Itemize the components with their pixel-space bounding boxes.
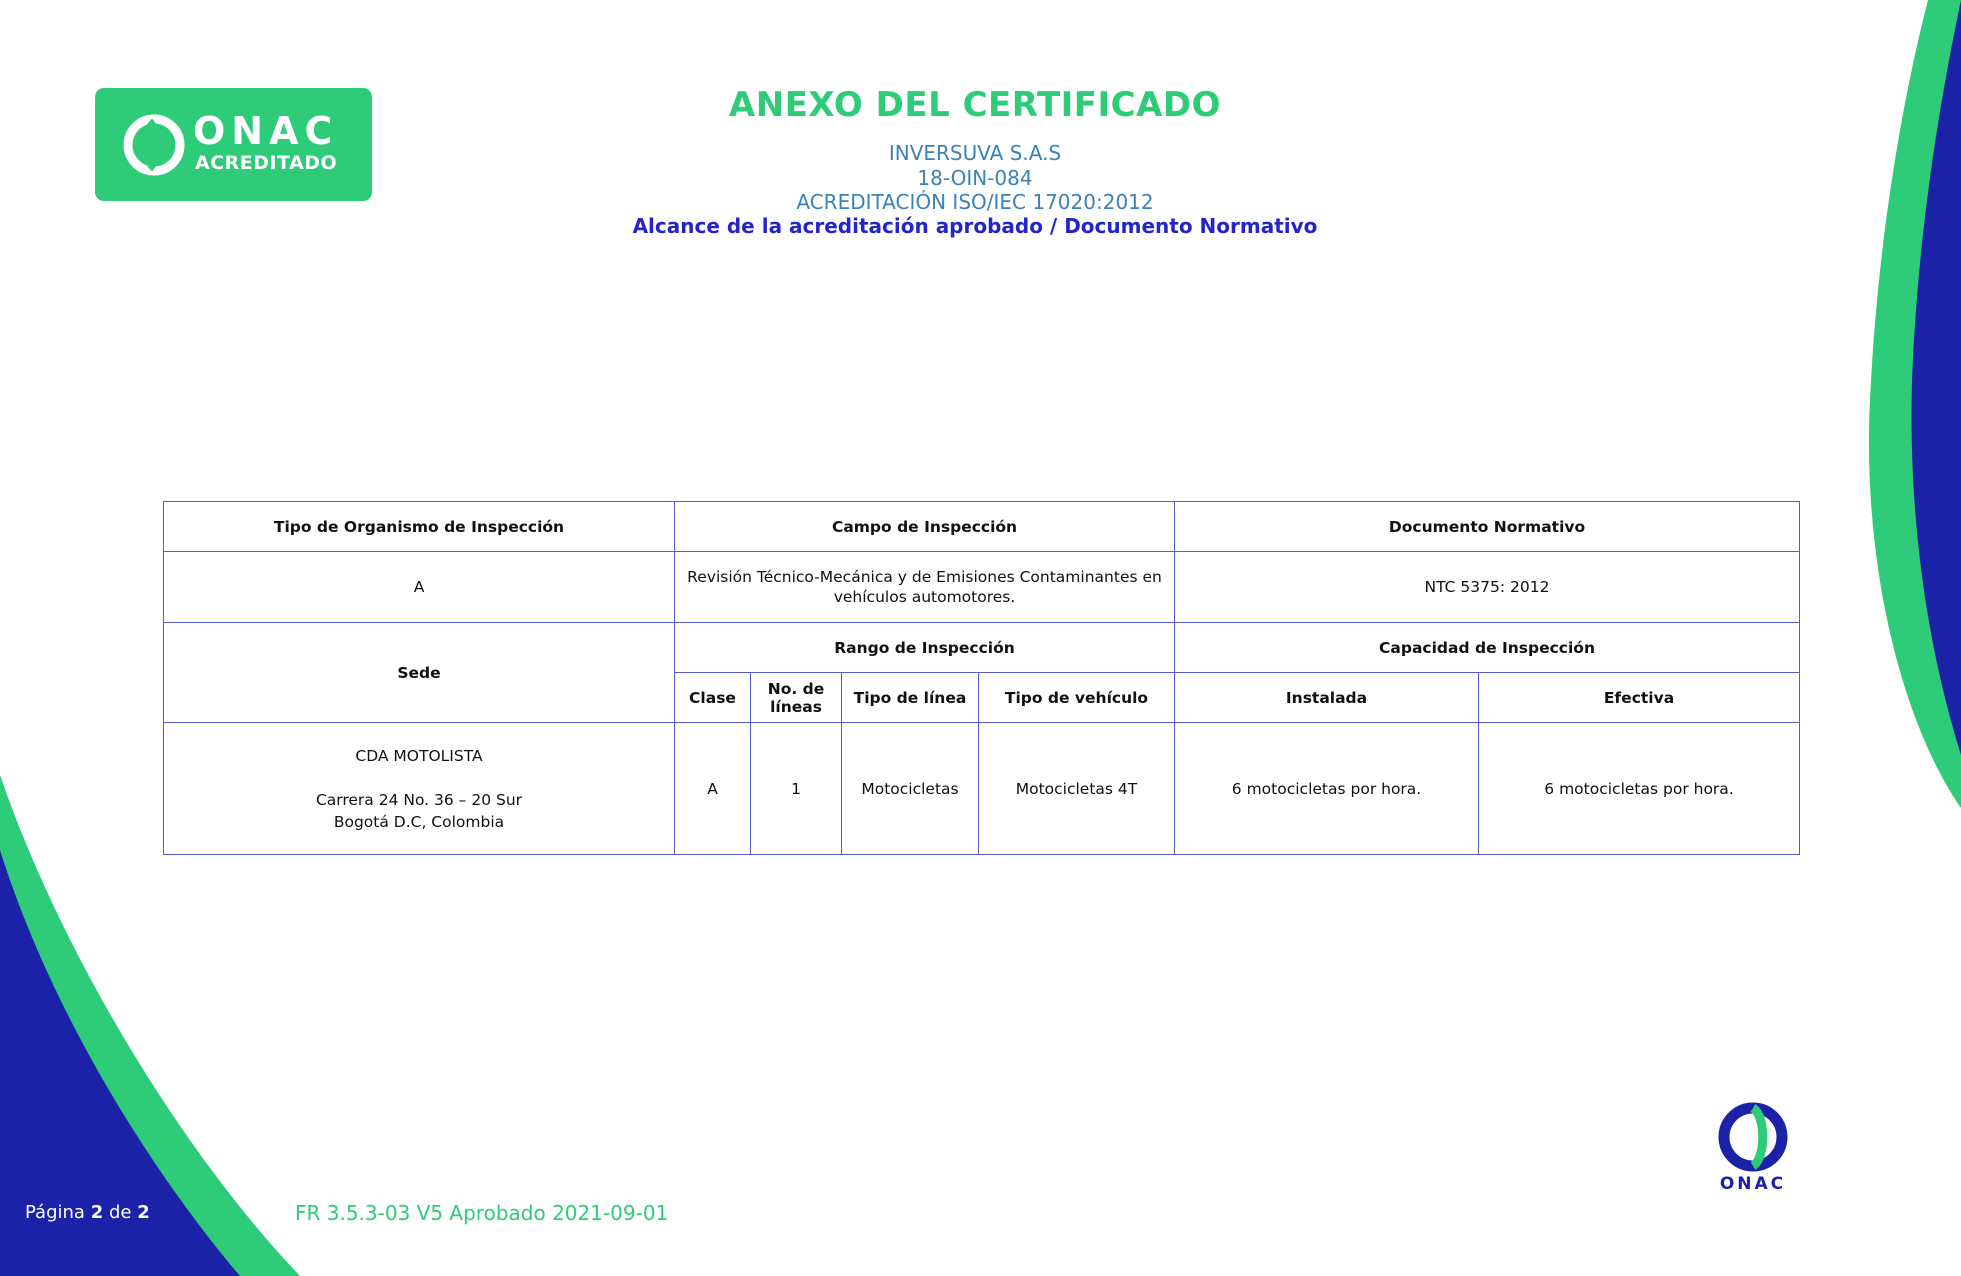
sede-city: Bogotá D.C, Colombia — [333, 812, 505, 831]
scope-link[interactable]: Alcance de la acreditación aprobado / Documento Normativo — [632, 214, 1318, 238]
cell-documento: NTC 5375: 2012 — [1175, 552, 1800, 623]
cell-tipo-vehiculo: Motocicletas 4T — [979, 723, 1175, 855]
header-sede: Sede — [164, 623, 675, 723]
cell-efectiva: 6 motocicletas por hora. — [1479, 723, 1800, 855]
cell-clase: A — [675, 723, 751, 855]
accreditation-standard: ACREDITACIÓN ISO/IEC 17020:2012 — [796, 190, 1154, 214]
table-row — [164, 502, 1800, 552]
table-row — [164, 623, 1800, 673]
cell-no-lineas: 1 — [751, 723, 842, 855]
onac-bottom-logo — [1716, 1102, 1790, 1198]
table-row — [164, 723, 1800, 855]
cell-campo: Revisión Técnico-Mecánica y de Emisiones Contaminantes en vehículos automotores. — [675, 552, 1175, 623]
document-title: ANEXO DEL CERTIFICADO — [728, 85, 1222, 125]
scope-table — [163, 501, 1800, 855]
page-current: 2 — [90, 1202, 104, 1223]
sede-address: Carrera 24 No. 36 – 20 Sur — [315, 790, 523, 809]
header-rango: Rango de Inspección — [675, 623, 1175, 673]
page-number — [25, 1202, 150, 1224]
form-code: FR 3.5.3-03 V5 Aprobado 2021-09-01 — [295, 1201, 669, 1225]
cell-tipo-linea: Motocicletas — [842, 723, 979, 855]
page-total: 2 — [137, 1202, 150, 1223]
onac-accredited-logo — [95, 88, 372, 201]
header-efectiva: Efectiva — [1479, 673, 1800, 723]
header-no-lineas: No. de líneas — [751, 673, 842, 723]
header-documento: Documento Normativo — [1175, 502, 1800, 552]
company-name: INVERSUVA S.A.S — [888, 141, 1062, 165]
header-instalada: Instalada — [1175, 673, 1479, 723]
certificate-code: 18-OIN-084 — [917, 166, 1033, 190]
header-clase: Clase — [675, 673, 751, 723]
cell-sede — [164, 723, 675, 855]
header-tipo-linea: Tipo de línea — [842, 673, 979, 723]
header-tipo-organismo: Tipo de Organismo de Inspección — [164, 502, 675, 552]
header-campo: Campo de Inspección — [675, 502, 1175, 552]
logo-word: ONAC — [193, 109, 339, 153]
logo-subtitle: ACREDITADO — [195, 152, 338, 174]
header-capacidad: Capacidad de Inspección — [1175, 623, 1800, 673]
onac-bottom-word: ONAC — [1719, 1174, 1787, 1194]
cell-tipo-organismo: A — [164, 552, 675, 623]
onac-ring-icon — [1716, 1102, 1790, 1174]
table-row — [164, 552, 1800, 623]
onac-ring-icon — [123, 114, 185, 176]
sede-name: CDA MOTOLISTA — [355, 746, 483, 765]
cell-instalada: 6 motocicletas por hora. — [1175, 723, 1479, 855]
header-tipo-vehiculo: Tipo de vehículo — [979, 673, 1175, 723]
page-label: Página — [25, 1202, 85, 1223]
page-of: de — [108, 1202, 132, 1223]
